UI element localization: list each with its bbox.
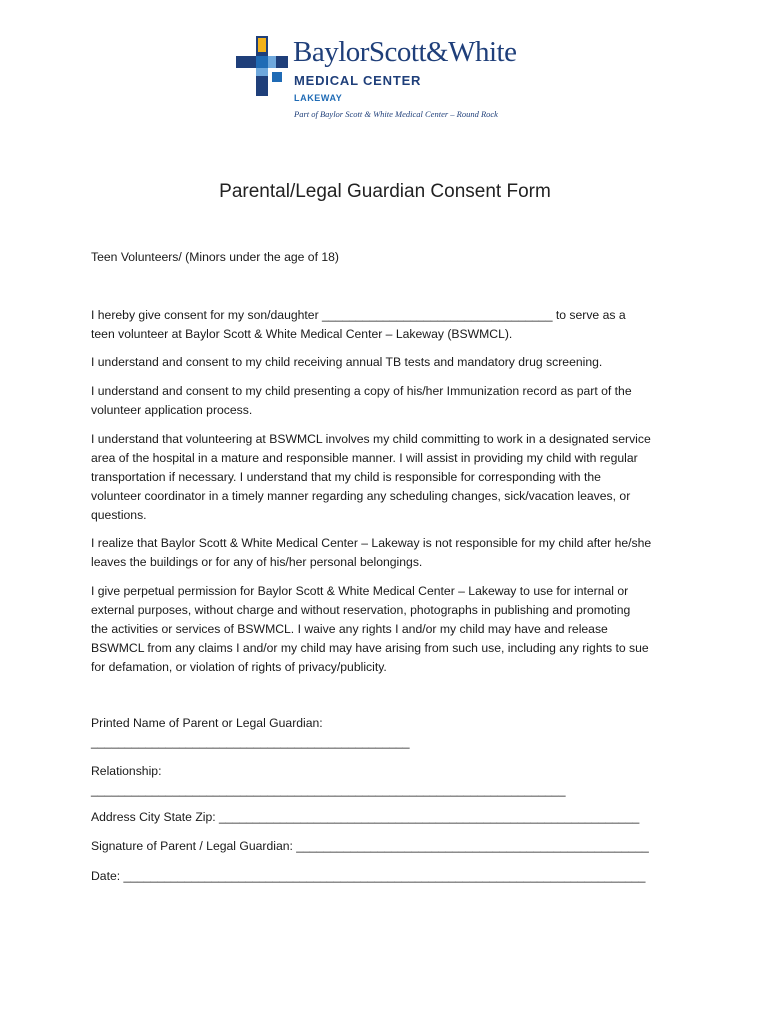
immunization-paragraph [91,382,691,420]
permission-line: external purposes, without charge and without reservation, photographs in publishing and promoting [91,603,631,617]
commitment-line: area of the hospital in a mature and responsible manner. I will assist in providing my child with regular [91,451,638,465]
form-title: Parental/Legal Guardian Consent Form [219,181,551,202]
signature-field[interactable] [91,837,691,856]
printed-name-label: Printed Name of Parent or Legal Guardian: [91,716,323,730]
printed-name-field[interactable] [91,714,691,752]
hospital-logo [236,36,536,126]
commitment-line: volunteer coordinator in a timely manner regarding any scheduling changes, sick/vacation leaves, or [91,489,631,503]
consent-line: teen volunteer at Baylor Scott & White Medical Center – Lakeway (BSWMCL). [91,327,513,341]
consent-line: I hereby give consent for my son/daughter __________________________________ to serve as a [91,308,626,322]
relationship-label: Relationship: [91,764,162,778]
commitment-line: questions. [91,508,147,522]
date-field[interactable] [91,867,691,886]
date-line[interactable]: Date: _____________________________________________________________________________ [91,869,646,883]
permission-line: the activities or services of BSWMCL. I waive any rights I and/or my child may have and release [91,622,608,636]
tb-paragraph [91,353,691,372]
immunization-line: I understand and consent to my child presenting a copy of his/her Immunization record as part of the [91,384,632,398]
immunization-line: volunteer application process. [91,403,253,417]
permission-line: BSWMCL from any claims I and/or my child may have arising from such use, including any rights to sue [91,641,649,655]
liability-line: I realize that Baylor Scott & White Medical Center – Lakeway is not responsible for my child after he/she [91,536,652,550]
permission-paragraph [91,582,691,677]
signature-line[interactable]: Signature of Parent / Legal Guardian: ____________________________________________________ [91,839,649,853]
brand-name: BaylorScott&White [293,36,517,68]
liability-line: leaves the buildings or for any of his/her personal belongings. [91,555,423,569]
relationship-field[interactable] [91,762,691,800]
commitment-line: I understand that volunteering at BSWMCL involves my child committing to work in a designated service [91,432,651,446]
relationship-blank[interactable]: ______________________________________________________________________ [91,783,566,797]
intro-text: Teen Volunteers/ (Minors under the age of 18) [91,250,339,264]
address-field[interactable] [91,808,691,827]
brand-subtitle: MEDICAL CENTER [294,73,422,88]
consent-paragraph [91,306,691,344]
permission-line: I give perpetual permission for Baylor Scott & White Medical Center – Lakeway to use for internal or [91,584,629,598]
permission-line: for defamation, or violation of rights of privacy/publicity. [91,660,387,674]
liability-paragraph [91,534,691,572]
commitment-line: transportation if necessary. I understand that my child is responsible for corresponding with the [91,470,601,484]
brand-location: LAKEWAY [294,93,343,103]
brand-tagline: Part of Baylor Scott & White Medical Center – Round Rock [294,109,498,119]
commitment-paragraph [91,430,691,525]
printed-name-blank[interactable]: _______________________________________________ [91,735,410,749]
address-line[interactable]: Address City State Zip: ______________________________________________________________ [91,810,640,824]
cross-logo-icon [236,36,296,96]
tb-line: I understand and consent to my child receiving annual TB tests and mandatory drug screening. [91,355,603,369]
